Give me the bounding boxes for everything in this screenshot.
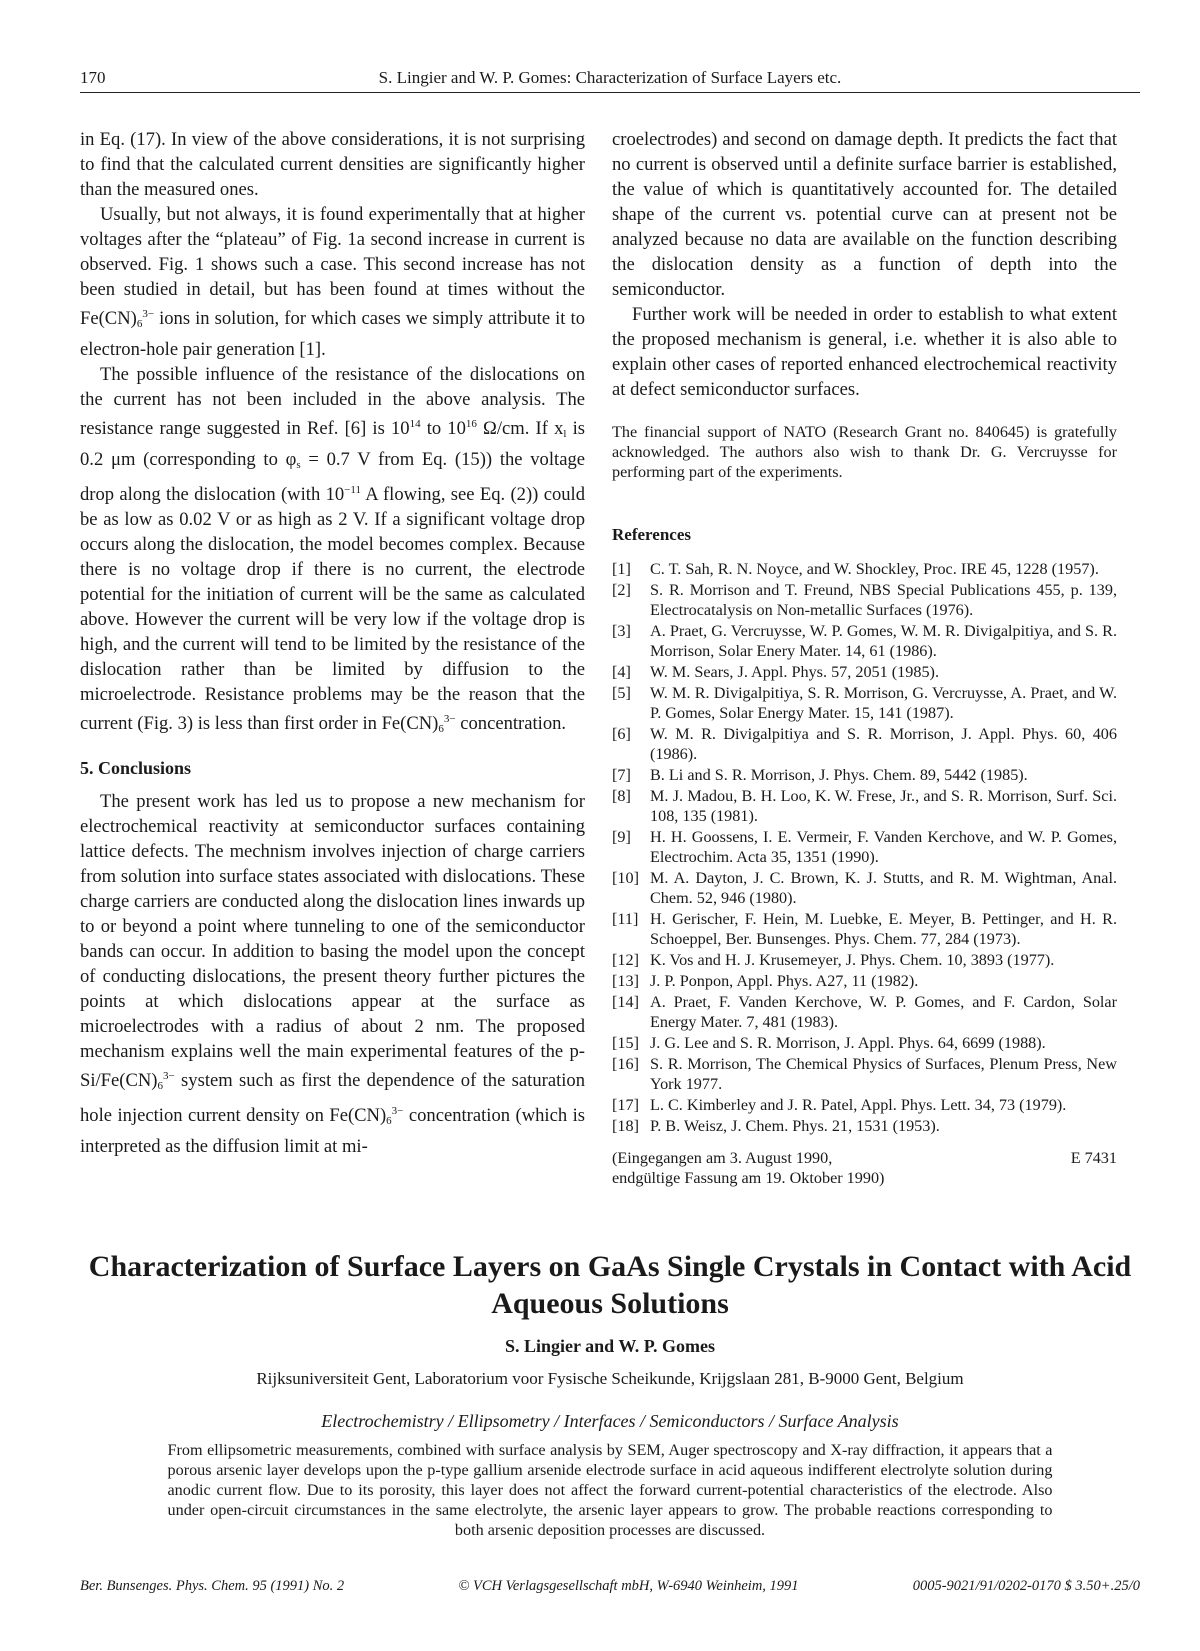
- reference-number: [9]: [612, 828, 631, 846]
- page-number: 170: [80, 68, 106, 87]
- article-title: Characterization of Surface Layers on GaAs Single Crystals in Contact with Acid Aqueous Solutions: [88, 1250, 1132, 1320]
- reference-item: [612, 765, 1117, 785]
- reference-text: S. R. Morrison, The Chemical Physics of Surfaces, Plenum Press, New York 1977.: [650, 1055, 1117, 1093]
- reference-number: [10]: [612, 869, 639, 887]
- reference-item: [612, 662, 1117, 682]
- received-dates: [612, 1148, 1117, 1188]
- reference-text: W. M. Sears, J. Appl. Phys. 57, 2051 (1985).: [650, 663, 939, 681]
- reference-text: P. B. Weisz, J. Chem. Phys. 21, 1531 (1953).: [650, 1117, 940, 1135]
- reference-number: [17]: [612, 1096, 639, 1114]
- right-column: [612, 127, 1117, 1188]
- left-column: [80, 127, 585, 1159]
- reference-item: [612, 992, 1117, 1032]
- reference-text: K. Vos and H. J. Krusemeyer, J. Phys. Chem. 10, 3893 (1977).: [650, 951, 1055, 969]
- article-keywords: Electrochemistry / Ellipsometry / Interfaces / Semiconductors / Surface Analysis: [321, 1411, 899, 1431]
- acknowledgement: The financial support of NATO (Research Grant no. 840645) is gratefully acknowledged. The authors also wish to thank Dr. G. Vercruysse for performing part of the experiments.: [612, 423, 1117, 481]
- reference-number: [13]: [612, 972, 639, 990]
- reference-number: [2]: [612, 581, 631, 599]
- article-authors: S. Lingier and W. P. Gomes: [504, 1336, 716, 1356]
- reference-item: [612, 724, 1117, 764]
- reference-text: W. M. R. Divigalpitiya and S. R. Morrison, J. Appl. Phys. 60, 406 (1986).: [650, 725, 1117, 763]
- reference-number: [16]: [612, 1055, 639, 1073]
- reference-text: W. M. R. Divigalpitiya, S. R. Morrison, G. Vercruysse, A. Praet, and W. P. Gomes, Solar Energy Mater. 15, 141 (1987).: [650, 684, 1117, 722]
- reference-text: B. Li and S. R. Morrison, J. Phys. Chem. 89, 5442 (1985).: [650, 766, 1028, 784]
- reference-number: [18]: [612, 1117, 639, 1135]
- reference-number: [8]: [612, 787, 631, 805]
- reference-number: [6]: [612, 725, 631, 743]
- journal-citation: Ber. Bunsenges. Phys. Chem. 95 (1991) No. 2: [80, 1578, 345, 1594]
- reference-item: [612, 621, 1117, 661]
- reference-text: L. C. Kimberley and J. R. Patel, Appl. Phys. Lett. 34, 73 (1979).: [650, 1096, 1067, 1114]
- publisher-copyright: © VCH Verlagsgesellschaft mbH, W-6940 Weinheim, 1991: [458, 1578, 799, 1594]
- section-heading: 5. Conclusions: [80, 758, 192, 778]
- reference-number: [15]: [612, 1034, 639, 1052]
- reference-text: H. H. Goossens, I. E. Vermeir, F. Vanden Kerchove, and W. P. Gomes, Electrochim. Acta 35, 1351 (1990).: [650, 828, 1117, 866]
- references-heading: References: [612, 525, 691, 544]
- page-header: [80, 62, 1140, 93]
- reference-number: [11]: [612, 910, 639, 928]
- reference-text: H. Gerischer, F. Hein, M. Luebke, E. Meyer, B. Pettinger, and H. R. Schoeppel, Ber. Bunsenges. Phys. Chem. 77, 284 (1973).: [650, 910, 1117, 948]
- page-footer: [80, 1578, 1140, 1595]
- paragraph: The present work has led us to propose a new mechanism for electrochemical reactivity at semiconductor surfaces containing lattice defects. The mechnism involves injection of charge carriers from solution into surface states associated with dislocations. These charge carriers are conducted along the dislocation lines inwards up to or beyond a point where tunneling to one of the semiconductor bands can occur. In addition to basing the model upon the concept of conducting dislocations, the present theory further pictures the points at which dislocations appear at the surface as microelectrodes with a radius of about 2 nm. The proposed mechanism explains well the main experimental features of the $p-Si/Fe(CN)_6^{3-}$ system such as first the dependence of the saturation hole injection current density on $Fe(CN)_6^{3-}$ concentration (which is interpreted as the diffusion limit at mi-: [80, 791, 586, 1157]
- paragraph: The possible influence of the resistance of the dislocations on the current has not been included in the above analysis. The resistance range suggested in Ref. [6] is $10^{14}$ to $10^{16}$ Ω/cm. If $x_l$ is 0.2 μm (corresponding to $\varphi_s = 0.7$ V from Eq. (15)) the voltage drop along the dislocation (with $10^{-11}$ A flowing, see Eq. (2)) could be as low as 0.02 V or as high as 2 V. If a significant voltage drop occurs along the dislocation, the model becomes complex. Because there is no voltage drop if there is no current, the electrode potential for the initiation of current will be the same as calculated above. However the current will be very low if the voltage drop is high, and the current will tend to be limited by the resistance of the dislocation rather than be limited by diffusion to the microelectrode. Resistance problems may be the reason that the current (Fig. 3) is less than first order in $Fe(CN)_6^{3-}$ concentration.: [80, 364, 586, 735]
- reference-number: [7]: [612, 766, 631, 784]
- final-version-date: endgültige Fassung am 19. Oktober 1990): [612, 1169, 885, 1187]
- paragraph: in Eq. (17). In view of the above considerations, it is not surprising to find that the calculated current densities are significantly higher than the measured ones.: [80, 129, 585, 200]
- reference-item: [612, 580, 1117, 620]
- reference-text: M. A. Dayton, J. C. Brown, K. J. Stutts, and R. M. Wightman, Anal. Chem. 52, 946 (1980).: [650, 869, 1117, 907]
- reference-item: [612, 1116, 1117, 1136]
- reference-list: [612, 559, 1117, 1136]
- next-article: [80, 1248, 1140, 1540]
- reference-text: A. Praet, G. Vercruysse, W. P. Gomes, W. M. R. Divigalpitiya, and S. R. Morrison, Solar Enery Mater. 14, 61 (1986).: [650, 622, 1117, 660]
- reference-item: [612, 950, 1117, 970]
- reference-item: [612, 827, 1117, 867]
- paragraph: croelectrodes) and second on damage depth. It predicts the fact that no current is observed until a definite surface barrier is established, the value of which is quantitatively accounted for. The detailed shape of the current vs. potential curve can at present not be analyzed because no data are available on the function describing the dislocation density as a function of depth into the semiconductor.: [612, 129, 1117, 300]
- reference-item: [612, 868, 1117, 908]
- reference-text: J. G. Lee and S. R. Morrison, J. Appl. Phys. 64, 6699 (1988).: [650, 1034, 1046, 1052]
- reference-item: [612, 559, 1117, 579]
- reference-number: [14]: [612, 993, 639, 1011]
- reference-number: [12]: [612, 951, 639, 969]
- reference-text: J. P. Ponpon, Appl. Phys. A27, 11 (1982).: [650, 972, 919, 990]
- received-date: (Eingegangen am 3. August 1990,: [612, 1149, 833, 1167]
- reference-number: [5]: [612, 684, 631, 702]
- reference-number: [4]: [612, 663, 631, 681]
- reference-item: [612, 1095, 1117, 1115]
- reference-text: M. J. Madou, B. H. Loo, K. W. Frese, Jr., and S. R. Morrison, Surf. Sci. 108, 135 (1981).: [650, 787, 1117, 825]
- reference-text: S. R. Morrison and T. Freund, NBS Special Publications 455, p. 139, Electrocatalysis on Non-metallic Surfaces (1976).: [650, 581, 1117, 619]
- article-code: 0005-9021/91/0202-0170 $ 3.50+.25/0: [912, 1578, 1140, 1594]
- manuscript-code: E 7431: [1070, 1149, 1117, 1167]
- reference-item: [612, 1033, 1117, 1053]
- article-affiliation: Rijksuniversiteit Gent, Laboratorium voor Fysische Scheikunde, Krijgslaan 281, B-9000 Gent, Belgium: [256, 1369, 964, 1388]
- reference-item: [612, 683, 1117, 723]
- reference-text: A. Praet, F. Vanden Kerchove, W. P. Gomes, and F. Cardon, Solar Energy Mater. 7, 481 (1983).: [650, 993, 1117, 1031]
- article-abstract: From ellipsometric measurements, combined with surface analysis by SEM, Auger spectroscopy and X-ray diffraction, it appears that a porous arsenic layer develops upon the p-type gallium arsenide electrode surface in acid aqueous indifferent electrolyte solution during anodic current flow. Due to its porosity, this layer does not affect the forward current-potential characteristics of the electrode. Also under open-circuit circumstances in the same electrolyte, the arsenic layer appears to grow. The probable reactions corresponding to both arsenic deposition processes are discussed.: [167, 1441, 1053, 1539]
- running-title: S. Lingier and W. P. Gomes: Characterization of Surface Layers etc.: [378, 68, 842, 87]
- reference-number: [1]: [612, 560, 631, 578]
- reference-item: [612, 1054, 1117, 1094]
- reference-number: [3]: [612, 622, 631, 640]
- reference-item: [612, 909, 1117, 949]
- paragraph: Usually, but not always, it is found experimentally that at higher voltages after the “plateau” of Fig. 1a second increase in current is observed. Fig. 1 shows such a case. This second increase has not been studied in detail, but has been found at times without the $Fe(CN)_6^{3-}$ ions in solution, for which cases we simply attribute it to electron-hole pair generation [1].: [80, 204, 585, 360]
- reference-text: C. T. Sah, R. N. Noyce, and W. Shockley, Proc. IRE 45, 1228 (1957).: [650, 560, 1099, 578]
- reference-item: [612, 971, 1117, 991]
- paragraph: Further work will be needed in order to establish to what extent the proposed mechanism is general, i.e. whether it is also able to explain other cases of reported enhanced electrochemical reactivity at defect semiconductor surfaces.: [612, 304, 1117, 400]
- reference-item: [612, 786, 1117, 826]
